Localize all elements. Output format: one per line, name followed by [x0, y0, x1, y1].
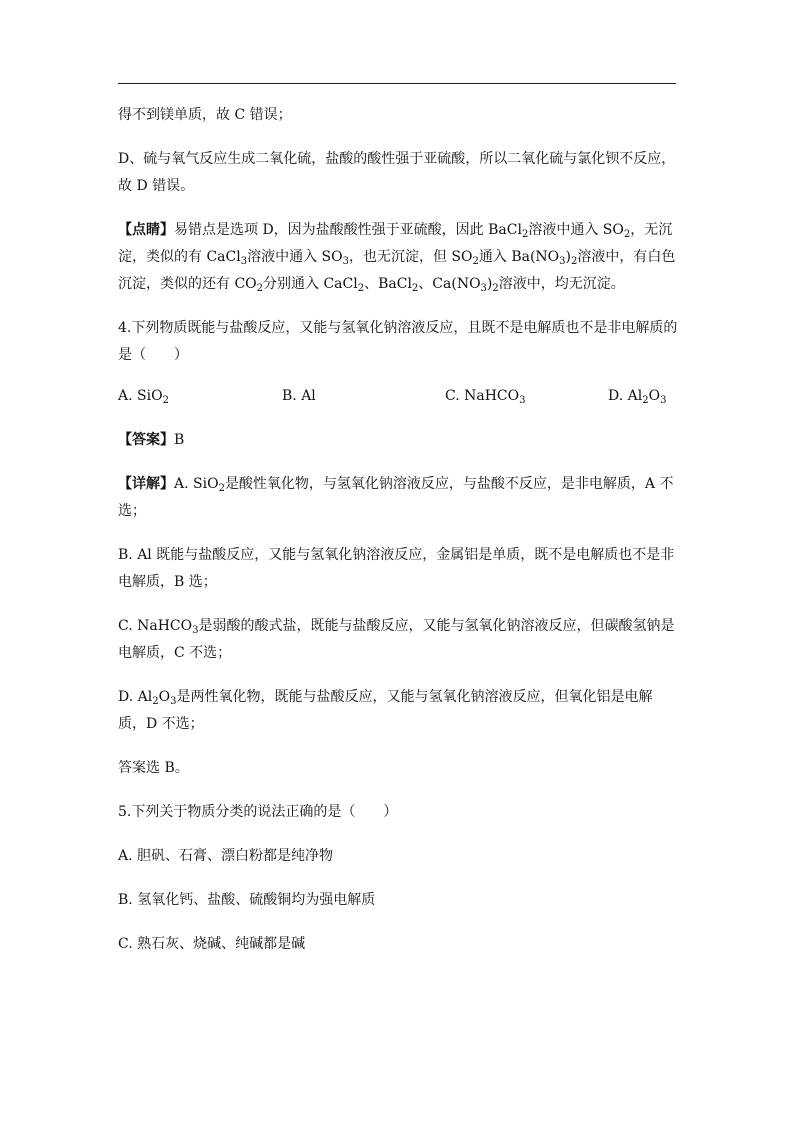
- option-c: [445, 383, 525, 410]
- subscript: 3: [240, 256, 248, 267]
- subscript: 2: [162, 395, 169, 406]
- option-d-analysis: D、硫与氧气反应生成二氧化硫，盐酸的酸性强于亚硫酸，所以二氧化硫与氯化钡不反应，故 D 错误。: [118, 151, 676, 194]
- subscript: 2: [218, 483, 225, 494]
- question-5-option-b: B. 氢氧化钙、盐酸、硫酸铜均为强电解质: [118, 892, 376, 908]
- tip-paragraph: [118, 217, 678, 298]
- tip-text: 通入 Ba(NO: [478, 249, 560, 265]
- continuation-paragraph: 得不到镁单质，故 C 错误；: [118, 107, 292, 123]
- subscript: 2: [472, 256, 479, 267]
- subscript: 2: [411, 283, 419, 294]
- detail-d: [118, 684, 678, 738]
- tip-text: 溶液中，有白色沉淀，类似的还有 CO: [118, 249, 676, 292]
- tip-text: 、Ca(NO: [418, 276, 481, 292]
- detail-c-text: C. NaHCO: [118, 618, 193, 634]
- answer-label: 【答案】: [118, 432, 174, 448]
- subscript: 3: [480, 283, 487, 294]
- subscript: 3: [519, 395, 526, 406]
- question-5-option-c: C. 熟石灰、烧碱、纯碱都是碱: [118, 936, 306, 952]
- option-c-text: C. NaHCO: [445, 388, 520, 404]
- subscript: 2: [642, 395, 649, 406]
- detail-b: B. Al 既能与盐酸反应，又能与氢氧化钠溶液反应，金属铝是单质，既不是电解质也不是非电解质，B 选；: [118, 547, 675, 590]
- detail-a: [118, 471, 678, 525]
- detail-d-text: O: [158, 689, 171, 705]
- tip-text: 溶液中，均无沉淀。: [498, 276, 625, 292]
- answer-line: [118, 427, 678, 454]
- subscript: 2: [521, 229, 529, 240]
- subscript: 2: [256, 283, 264, 294]
- detail-d-text: D. Al: [118, 689, 153, 705]
- tip-label: 【点睛】: [118, 222, 174, 238]
- subscript: 2: [357, 283, 365, 294]
- subscript: 3: [170, 696, 177, 707]
- question-4-options: [118, 383, 678, 410]
- option-d: [608, 383, 666, 410]
- question-5-option-a: A. 胆矾、石膏、漂白粉都是纯净物: [118, 848, 334, 864]
- subscript: 2: [623, 229, 631, 240]
- detail-c: [118, 613, 678, 667]
- subscript: 3: [559, 256, 566, 267]
- option-d-text: D. Al: [608, 388, 643, 404]
- subscript: 2: [492, 283, 499, 294]
- subscript: 2: [571, 256, 578, 267]
- question-4-stem: 4.下列物质既能与盐酸反应，又能与氢氧化钠溶液反应，且既不是电解质也不是非电解质的是（ ）: [118, 320, 678, 363]
- detail-a-text: A. SiO: [174, 476, 219, 492]
- tip-text: 、BaCl: [364, 276, 412, 292]
- detail-d-text: 是两性氧化物，既能与盐酸反应，又能与氢氧化钠溶液反应，但氧化铝是电解质，D 不选；: [118, 689, 653, 732]
- answer-conclusion: 答案选 B。: [118, 760, 189, 776]
- tip-text: ): [486, 276, 493, 292]
- answer-value: B: [174, 432, 185, 448]
- subscript: 3: [192, 625, 199, 636]
- option-a: [118, 383, 169, 410]
- detail-a-text: 是酸性氧化物，与氢氧化钠溶液反应，与盐酸不反应，是非电解质，A 不选；: [118, 476, 674, 519]
- tip-text: ，无沉淀，类似的有 CaCl: [118, 222, 673, 265]
- option-a-text: A. SiO: [118, 388, 163, 404]
- tip-text: 易错点是选项 D，因为盐酸酸性强于亚硫酸，因此 BaCl: [174, 222, 522, 238]
- tip-text: 溶液中通入 SO: [528, 222, 624, 238]
- header-rule: [118, 83, 676, 84]
- tip-text: 分别通入 CaCl: [263, 276, 358, 292]
- detail-label: 【详解】: [118, 476, 174, 492]
- question-5-stem: 5.下列关于物质分类的说法正确的是（ ）: [118, 804, 398, 820]
- detail-c-text: 是弱酸的酸式盐，既能与盐酸反应，又能与氢氧化钠溶液反应，但碳酸氢钠是电解质，C 不选；: [118, 618, 675, 661]
- document-body: [118, 102, 678, 975]
- subscript: 2: [152, 696, 159, 707]
- subscript: 3: [660, 395, 667, 406]
- tip-text: ，也无沉淀，但 SO: [348, 249, 473, 265]
- tip-text: ): [565, 249, 572, 265]
- tip-text: 溶液中通入 SO: [247, 249, 343, 265]
- option-d-text: O: [648, 388, 661, 404]
- subscript: 3: [342, 256, 349, 267]
- option-b: B. Al: [282, 388, 316, 404]
